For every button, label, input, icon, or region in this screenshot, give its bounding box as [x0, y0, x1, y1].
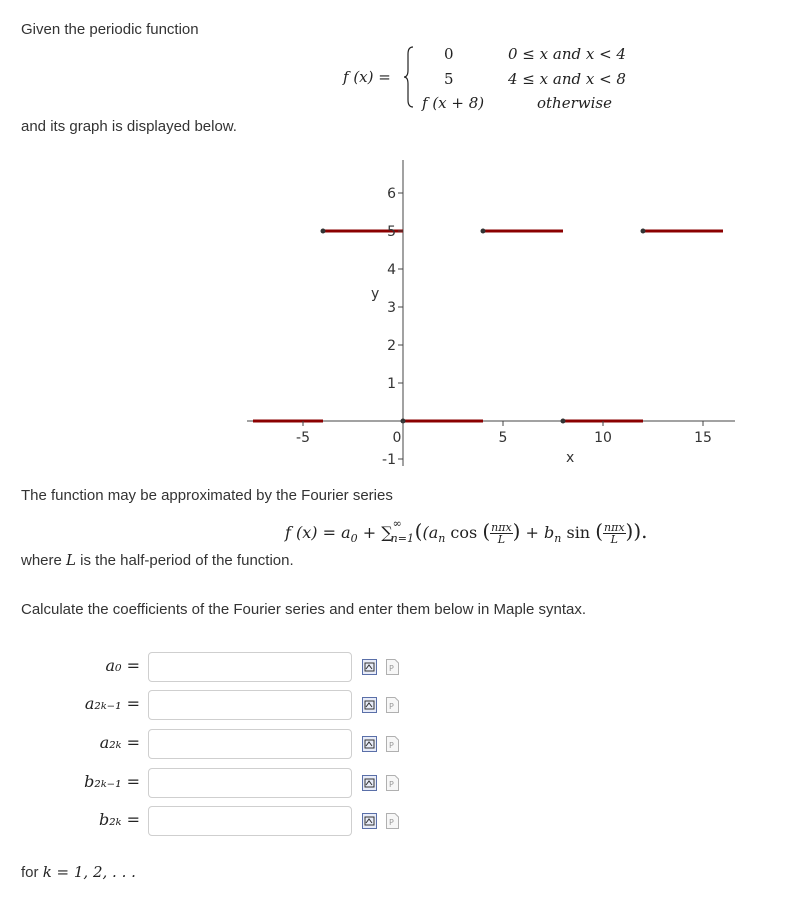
answer-input[interactable] [148, 652, 352, 682]
graph-caption: and its graph is displayed below. [21, 118, 237, 135]
y-tick-label: 2 [387, 338, 396, 354]
answer-label: a₂ₖ = [99, 733, 140, 752]
preview-icon[interactable] [362, 697, 377, 713]
x-tick-label: -5 [296, 430, 310, 446]
graph-endpoint-1 [481, 229, 486, 234]
case-2-value: f (x + 8) [422, 94, 485, 112]
syntax-help-icon[interactable] [386, 659, 399, 675]
instruction-text: Calculate the coefficients of the Fourier series and enter them below in Maple syntax. [21, 601, 587, 618]
preview-icon[interactable] [362, 775, 377, 791]
y-tick-label: 3 [387, 300, 396, 316]
svg-text:P: P [389, 818, 394, 827]
answer-row [0, 650, 803, 684]
where-text: where L is the half-period of the function. [21, 551, 294, 569]
svg-text:P: P [389, 780, 394, 789]
preview-icon[interactable] [362, 736, 377, 752]
syntax-help-icon[interactable] [386, 813, 399, 829]
series-intro: The function may be approximated by the Fourier series [21, 487, 393, 504]
answer-input[interactable] [148, 806, 352, 836]
function-graph [240, 148, 740, 473]
case-1-value: 5 [444, 70, 454, 88]
case-1-condition: 4 ≤ x and x < 8 [508, 70, 626, 88]
answer-input[interactable] [148, 690, 352, 720]
graph-endpoint-0 [321, 229, 326, 234]
svg-text:P: P [389, 741, 394, 750]
y-tick-label: 1 [387, 376, 396, 392]
footer-text: for k = 1, 2, . . . [21, 863, 136, 881]
y-tick-label: 6 [387, 186, 396, 202]
x-axis-label: x [566, 450, 575, 466]
answer-label: a₂ₖ₋₁ = [84, 694, 140, 713]
preview-icon[interactable] [362, 813, 377, 829]
case-2-condition: otherwise [537, 94, 612, 112]
x-tick-label: 15 [694, 430, 712, 446]
x-tick-label: 5 [498, 430, 508, 446]
y-tick-label: 5 [387, 224, 396, 240]
left-brace-icon [404, 46, 414, 108]
y-tick-label: -1 [382, 452, 396, 468]
answer-row [0, 804, 803, 838]
graph-endpoint-2 [641, 229, 646, 234]
answer-label: b₂ₖ = [99, 810, 140, 829]
syntax-help-icon[interactable] [386, 775, 399, 791]
case-0-value: 0 [444, 45, 454, 63]
preview-icon[interactable] [362, 659, 377, 675]
function-lhs: f (x) = [343, 68, 391, 86]
answer-input[interactable] [148, 729, 352, 759]
answer-label: a₀ = [105, 656, 140, 675]
fourier-formula: f $(x) = a_0$ + ∑ ∞ n=1 (($a_n$ cos ( nπx L ) + $b_n$ sin ( nπx L )). [285, 517, 648, 546]
answer-label: b₂ₖ₋₁ = [84, 772, 140, 791]
answer-row [0, 688, 803, 722]
case-0-condition: 0 ≤ x and x < 4 [508, 45, 626, 63]
y-tick-label: 4 [387, 262, 396, 278]
answer-row [0, 766, 803, 800]
y-axis-label: y [371, 286, 380, 302]
answer-row [0, 727, 803, 761]
syntax-help-icon[interactable] [386, 736, 399, 752]
graph-endpoint-4 [561, 419, 566, 424]
answer-input[interactable] [148, 768, 352, 798]
svg-text:P: P [389, 702, 394, 711]
x-tick-label: 0 [392, 430, 402, 446]
x-tick-label: 10 [594, 430, 612, 446]
syntax-help-icon[interactable] [386, 697, 399, 713]
svg-text:P: P [389, 664, 394, 673]
intro-given: Given the periodic function [21, 21, 199, 38]
